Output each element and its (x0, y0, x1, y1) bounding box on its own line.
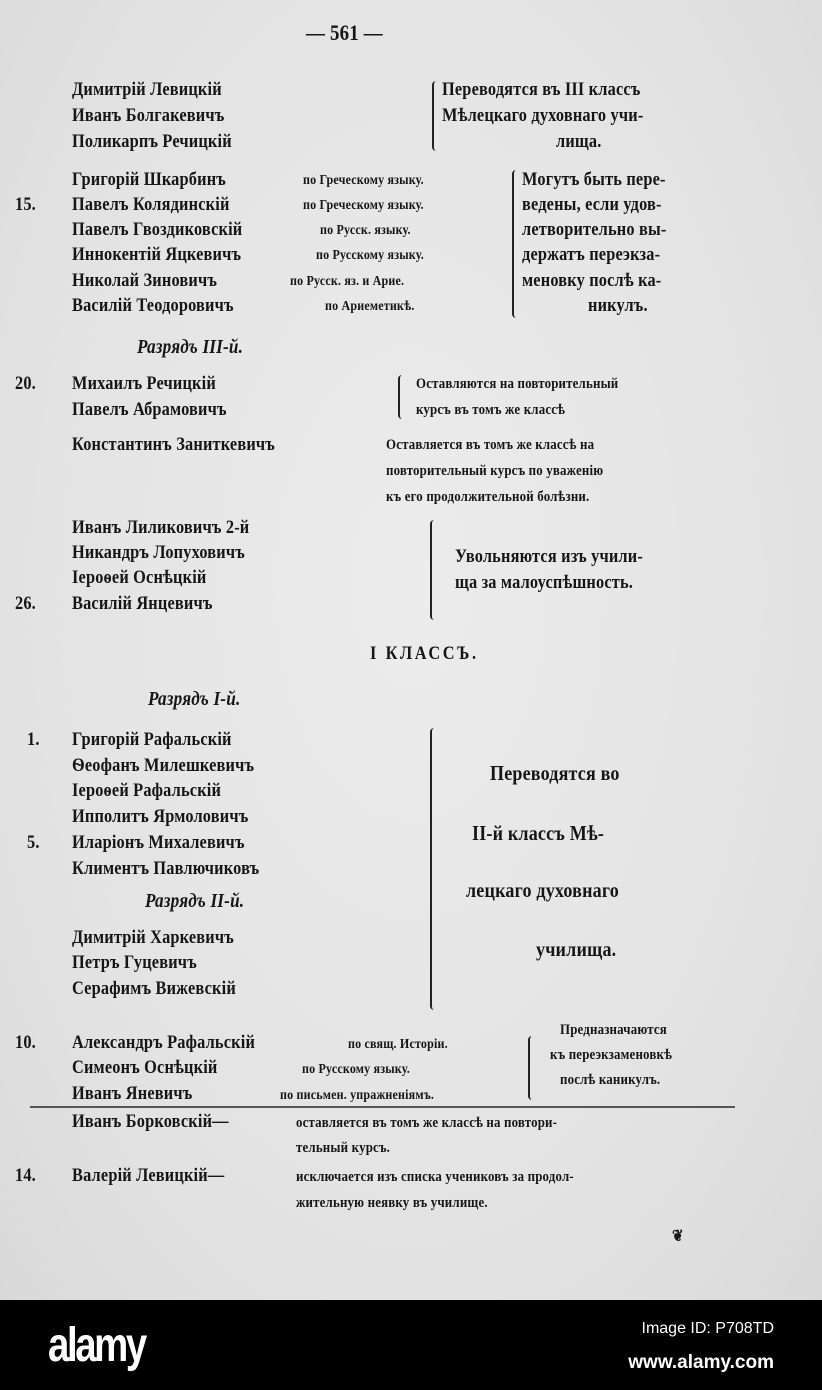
site-url: www.alamy.com (628, 1352, 774, 1373)
section-heading: Разрядъ I-й. (148, 688, 241, 710)
student-name: Павелъ Гвоздиковскій (72, 219, 243, 240)
row-number: 14. (15, 1165, 36, 1186)
student-name: Григорій Шкарбинъ (72, 169, 227, 190)
subject: по Греческому языку. (303, 173, 424, 188)
decision-note: летворительно вы- (522, 219, 667, 240)
decision-note: тельный курсъ. (296, 1140, 391, 1156)
decision-note: жительную неявку въ училище. (296, 1195, 488, 1211)
row-number: 10. (15, 1032, 36, 1053)
student-name: Василій Теодоровичъ (72, 295, 234, 316)
ornament-icon: ❦ (672, 1228, 684, 1245)
subject: по Русскому языку. (302, 1062, 410, 1077)
decision-note: Переводятся въ III классъ (442, 79, 641, 100)
student-name: Поликарпъ Речицкій (72, 131, 232, 152)
decision-note: Мѣлецкаго духовнаго учи- (442, 105, 644, 126)
student-name: Александръ Рафальскій (72, 1032, 256, 1053)
decision-note: никулъ. (588, 295, 648, 316)
horizontal-rule (30, 1106, 735, 1108)
brace (398, 375, 406, 419)
section-heading: Разрядъ III-й. (137, 336, 244, 358)
row-number: 15. (15, 194, 36, 215)
row-number: 5. (27, 832, 40, 853)
subject: по Русскому языку. (316, 248, 424, 263)
alamy-logo: alamy (48, 1319, 145, 1372)
student-name: Константинъ Заниткевичъ (72, 434, 276, 455)
page-number: — 561 — (306, 20, 383, 45)
decision-note: Оставляется въ томъ же классѣ на (386, 437, 595, 453)
decision-note: лецкаго духовнаго (466, 878, 619, 902)
student-name: Василій Янцевичъ (72, 593, 213, 614)
student-name: Никандръ Лопуховичъ (72, 542, 245, 563)
decision-note: ща за малоуспѣшность. (455, 572, 634, 593)
student-name: Иванъ Яневичъ (72, 1083, 193, 1104)
subject: по Русск. яз. и Арие. (290, 274, 405, 289)
row-number: 1. (27, 729, 40, 750)
student-name: Михаилъ Речицкій (72, 373, 216, 394)
student-name: Иларіонъ Михалевичъ (72, 832, 245, 853)
brace (432, 81, 440, 151)
student-name: Иванъ Болгакевичъ (72, 105, 225, 126)
student-name: Николай Зиновичъ (72, 270, 218, 291)
decision-note: II-й классъ Мѣ- (472, 821, 605, 845)
decision-note: Оставляются на повторительный (416, 376, 619, 392)
student-name: Симеонъ Оснѣцкій (72, 1057, 218, 1078)
decision-note: училища. (536, 937, 617, 961)
decision-note: ведены, если удов- (522, 194, 662, 215)
image-id: Image ID: P708TD (641, 1320, 774, 1337)
decision-note: повторительный курсъ по уваженію (386, 463, 604, 479)
student-name: Иннокентій Яцкевичъ (72, 244, 242, 265)
subject: по письмен. упражненіямъ. (280, 1088, 435, 1103)
student-name: Петръ Гуцевичъ (72, 952, 197, 973)
student-name: Димитрій Харкевичъ (72, 927, 234, 948)
student-name: Климентъ Павлючиковъ (72, 858, 260, 879)
decision-note: Предназначаются (560, 1022, 667, 1038)
row-number: 26. (15, 593, 36, 614)
brace (430, 728, 438, 1010)
decision-note: держатъ переэкза- (522, 244, 661, 265)
class-heading: I КЛАССЪ. (370, 643, 479, 664)
brace (430, 520, 438, 620)
subject: по Русск. языку. (320, 223, 411, 238)
student-name: Іероѳей Оснѣцкій (72, 567, 207, 588)
decision-note: къ переэкзаменовкѣ (550, 1047, 673, 1063)
student-name: Валерій Левицкій— (72, 1165, 225, 1186)
student-name: Павелъ Колядинскій (72, 194, 230, 215)
student-name: Ипполитъ Ярмоловичъ (72, 806, 249, 827)
decision-note: Переводятся во (490, 761, 620, 785)
decision-note: оставляется въ томъ же классѣ на повтори- (296, 1115, 558, 1131)
row-number: 20. (15, 373, 36, 394)
decision-note: Увольняются изъ учили- (455, 546, 643, 567)
brace (512, 170, 520, 318)
section-heading: Разрядъ II-й. (145, 890, 245, 912)
subject: по свящ. Исторіи. (348, 1037, 448, 1052)
student-name: Григорій Рафальскій (72, 729, 232, 750)
decision-note: меновку послѣ ка- (522, 270, 662, 291)
decision-note: къ его продолжительной болѣзни. (386, 489, 590, 505)
subject: по Ариеметикѣ. (325, 299, 415, 314)
student-name: Іероѳей Рафальскій (72, 780, 222, 801)
student-name: Иванъ Лиликовичъ 2-й (72, 517, 250, 538)
decision-note: послѣ каникулъ. (560, 1072, 661, 1088)
student-name: Павелъ Абрамовичъ (72, 399, 227, 420)
brace (528, 1036, 536, 1100)
subject: по Греческому языку. (303, 198, 424, 213)
student-name: Иванъ Борковскій— (72, 1111, 229, 1132)
student-name: Димитрій Левицкій (72, 79, 222, 100)
decision-note: лища. (556, 131, 602, 152)
decision-note: курсъ въ томъ же классѣ (416, 402, 566, 418)
student-name: Ѳеофанъ Милешкевичъ (72, 755, 255, 776)
decision-note: исключается изъ списка учениковъ за продол- (296, 1169, 574, 1185)
decision-note: Могутъ быть пере- (522, 169, 666, 190)
student-name: Серафимъ Вижевскій (72, 978, 236, 999)
